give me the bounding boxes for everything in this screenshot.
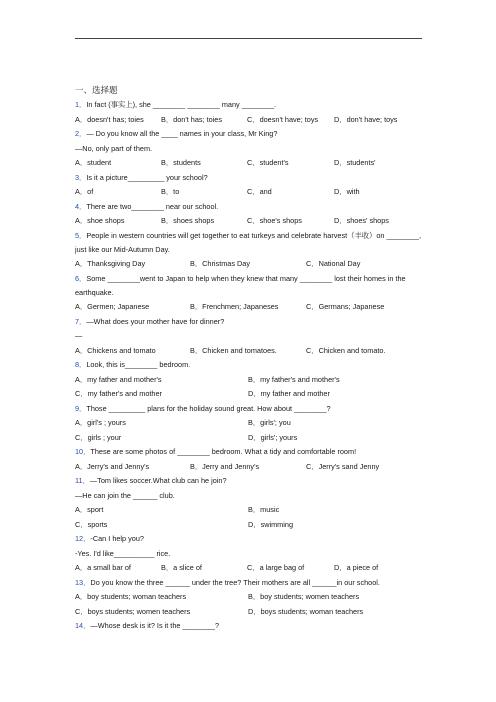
question-number: 9． (75, 403, 87, 413)
option-b[interactable]: B．boy students; women teachers (248, 592, 360, 602)
question-text: Do you know the three ______ under the tree? Their mothers are all ______in our school. (90, 577, 380, 587)
option-c[interactable]: C．boys students; women teachers (75, 606, 191, 616)
options-5 (75, 257, 425, 272)
question-number: 3． (75, 172, 87, 182)
option-a[interactable]: A．sport (75, 505, 104, 515)
question-number: 14． (75, 621, 91, 631)
options-9 (75, 416, 425, 445)
option-a[interactable]: A．student (75, 158, 112, 167)
question-10 (75, 445, 425, 460)
option-b[interactable]: B．Christmas Day (190, 259, 251, 269)
option-c[interactable]: C．Jerry's sand Jenny (306, 461, 380, 471)
question-number: 2． (75, 129, 87, 138)
options-13 (75, 590, 425, 619)
option-a[interactable]: A．doesn't has; toies (75, 114, 144, 124)
option-b[interactable]: B．girls'; you (248, 418, 291, 428)
question-4 (75, 200, 425, 215)
option-d[interactable]: D．swimming (248, 519, 293, 529)
question-text: —What does your mother have for dinner? (86, 316, 225, 326)
option-c[interactable]: C．girls ; your (75, 432, 122, 442)
question-8 (75, 358, 425, 373)
option-d[interactable]: D．with (334, 187, 360, 196)
options-7 (75, 344, 425, 359)
option-b[interactable]: B．my father's and mother's (248, 374, 340, 384)
question-number: 10． (75, 447, 91, 457)
option-b[interactable]: B．shoes shops (161, 216, 215, 225)
header-rule (75, 38, 422, 39)
question-6 (75, 272, 425, 301)
question-number: 8． (75, 360, 87, 370)
question-text: — Do you know all the ____ names in your class, Mr King? (86, 129, 278, 138)
question-9 (75, 402, 425, 417)
options-6 (75, 300, 425, 315)
options-3 (75, 185, 425, 200)
option-d[interactable]: D．boys students; woman teachers (248, 606, 364, 616)
question-2 (75, 127, 425, 142)
option-c[interactable]: C．sports (75, 519, 108, 529)
option-b[interactable]: B．don't has; toies (161, 114, 223, 124)
question-text: There are two________ near our school. (86, 201, 219, 211)
question-text: Look, this is________ bedroom. (86, 360, 191, 370)
option-d[interactable]: D．girls'; yours (248, 432, 298, 442)
option-d[interactable]: D．a piece of (334, 563, 379, 573)
option-d[interactable]: D．my father and mother (248, 389, 330, 399)
option-a[interactable]: A．Jerry's and Jenny's (75, 461, 150, 471)
option-c[interactable]: C．shoe's shops (247, 216, 302, 225)
options-10 (75, 460, 425, 475)
option-a[interactable]: A．my father and mother's (75, 374, 162, 384)
question-number: 4． (75, 201, 87, 211)
question-3 (75, 171, 425, 186)
option-a[interactable]: A．boy students; woman teachers (75, 592, 187, 602)
options-12 (75, 561, 425, 576)
option-a[interactable]: A．Germen; Japanese (75, 302, 150, 312)
question-number: 11． (75, 476, 90, 486)
option-d[interactable]: D．don't have; toys (334, 114, 398, 124)
options-1 (75, 113, 425, 128)
option-a[interactable]: A．Chickens and tomato (75, 345, 156, 355)
question-5 (75, 229, 425, 258)
option-d[interactable]: D．students' (334, 158, 376, 167)
question-text: —Tom likes soccer.What club can he join? (89, 476, 227, 486)
option-c[interactable]: C．National Day (306, 259, 361, 269)
option-b[interactable]: B．to (161, 187, 180, 196)
question-number: 6． (75, 273, 87, 283)
option-b[interactable]: B．students (161, 158, 201, 167)
option-b[interactable]: B．music (248, 505, 280, 515)
question-11 (75, 474, 425, 489)
question-7-reply: — (75, 331, 83, 341)
question-text: Is it a picture_________ your school? (86, 172, 208, 182)
options-11 (75, 503, 425, 532)
question-text: -Can I help you? (90, 534, 144, 544)
option-a[interactable]: A．shoe shops (75, 216, 125, 225)
question-text: —Whose desk is it? Is it the ________? (90, 621, 220, 631)
question-13 (75, 576, 425, 591)
options-8 (75, 373, 425, 402)
option-a[interactable]: A．girl's ; yours (75, 418, 126, 428)
option-c[interactable]: C．student's (247, 158, 289, 167)
question-12-reply: -Yes. I'd like__________ rice. (75, 548, 171, 558)
question-12 (75, 532, 425, 547)
option-b[interactable]: B．a slice of (161, 563, 202, 573)
option-b[interactable]: B．Jerry and Jenny's (190, 461, 260, 471)
option-c[interactable]: C．and (247, 187, 272, 196)
option-b[interactable]: B．Chicken and tomatoes. (190, 345, 277, 355)
question-number: 1． (75, 100, 87, 109)
option-a[interactable]: A．Thanksgiving Day (75, 259, 146, 269)
question-text: In fact (事实上), she ________ ________ many ________. (86, 100, 277, 109)
question-text: Those _________ plans for the holiday sound great. How about ________? (86, 403, 331, 413)
question-number: 13． (75, 577, 91, 587)
question-11-reply: —He can join the ______ club. (75, 490, 175, 500)
option-d[interactable]: D．shoes' shops (334, 216, 389, 225)
question-number: 12． (75, 534, 91, 544)
question-text: Some ________went to Japan to help when they knew that many ________ lost their homes in the earthquake. (75, 273, 406, 297)
option-c[interactable]: C．a large bag of (247, 563, 305, 573)
question-number: 7． (75, 316, 87, 326)
question-text: People in western countries will get together to eat turkeys and celebrate harvest（丰收）on ________, just like our Mid-Autumn Day. (75, 230, 421, 254)
question-14 (75, 619, 425, 634)
option-c[interactable]: C．my father's and mother (75, 389, 162, 399)
exercise-sheet (75, 84, 425, 634)
question-2-reply: —No, only part of them. (75, 143, 153, 153)
option-a[interactable]: A．of (75, 187, 94, 196)
question-7 (75, 315, 425, 330)
question-1 (75, 98, 425, 113)
question-number: 5． (75, 230, 87, 240)
section-title: 一、选择题 (75, 85, 118, 95)
options-4 (75, 214, 425, 229)
option-c[interactable]: C．Germans; Japanese (306, 302, 385, 312)
option-c[interactable]: C．Chicken and tomato. (306, 345, 386, 355)
option-b[interactable]: B．Frenchmen; Japaneses (190, 302, 279, 312)
option-c[interactable]: C．doesn't have; toys (247, 114, 319, 124)
question-text: These are some photos of ________ bedroom. What a tidy and comfortable room! (90, 447, 357, 457)
option-a[interactable]: A．a small bar of (75, 563, 131, 573)
options-2 (75, 156, 425, 171)
